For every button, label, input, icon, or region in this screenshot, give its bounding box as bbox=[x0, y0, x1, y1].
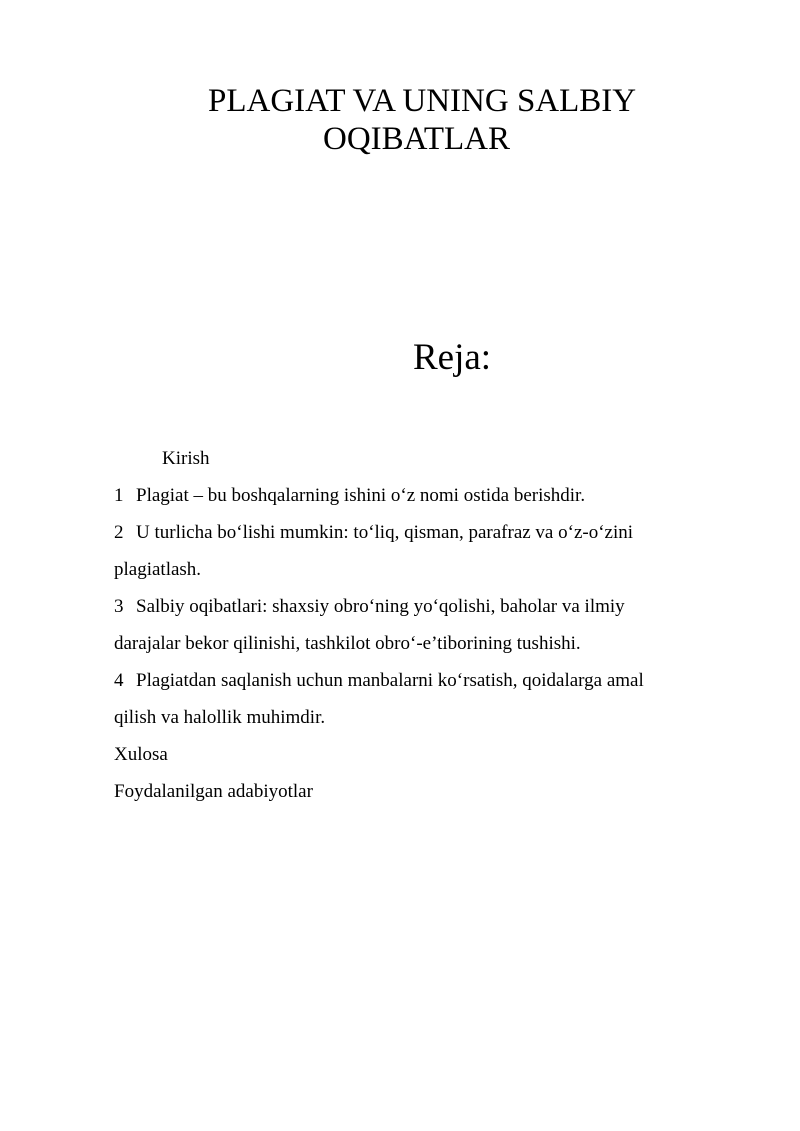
plan-item-number: 1 bbox=[114, 485, 124, 506]
plan-item-3-continuation: darajalar bekor qilinishi, tashkilot obro‘-e’tiborining tushishi. bbox=[114, 633, 581, 654]
plan-item-2-continuation: plagiatlash. bbox=[114, 559, 202, 580]
plan-conclusion: Xulosa bbox=[114, 744, 168, 765]
plan-item-1 bbox=[114, 477, 734, 514]
plan-item-number: 4 bbox=[114, 670, 124, 691]
plan-item-3 bbox=[114, 588, 734, 625]
title-line-2: OQIBATLAR bbox=[323, 121, 510, 157]
plan-item-number: 3 bbox=[114, 596, 124, 617]
plan-heading: Reja: bbox=[413, 337, 492, 378]
plan-item-text: Plagiat – bu boshqalarning ishini o‘z nomi ostida berishdir. bbox=[136, 485, 586, 506]
plan-list bbox=[114, 440, 734, 810]
plan-item-4 bbox=[114, 662, 734, 699]
plan-item-2 bbox=[114, 514, 734, 551]
plan-intro: Kirish bbox=[162, 448, 210, 469]
plan-item-text: Plagiatdan saqlanish uchun manbalarni ko‘rsatish, qoidalarga amal bbox=[136, 670, 644, 691]
plan-item-text: Salbiy oqibatlari: shaxsiy obro‘ning yo‘qolishi, baholar va ilmiy bbox=[136, 596, 625, 617]
plan-item-number: 2 bbox=[114, 522, 124, 543]
plan-references: Foydalanilgan adabiyotlar bbox=[114, 781, 313, 802]
title-line-1: PLAGIAT VA UNING SALBIY bbox=[208, 83, 637, 119]
document-title bbox=[0, 82, 800, 158]
plan-item-text: U turlicha bo‘lishi mumkin: to‘liq, qisman, parafraz va o‘z-o‘zini bbox=[136, 522, 634, 543]
plan-item-4-continuation: qilish va halollik muhimdir. bbox=[114, 707, 326, 728]
